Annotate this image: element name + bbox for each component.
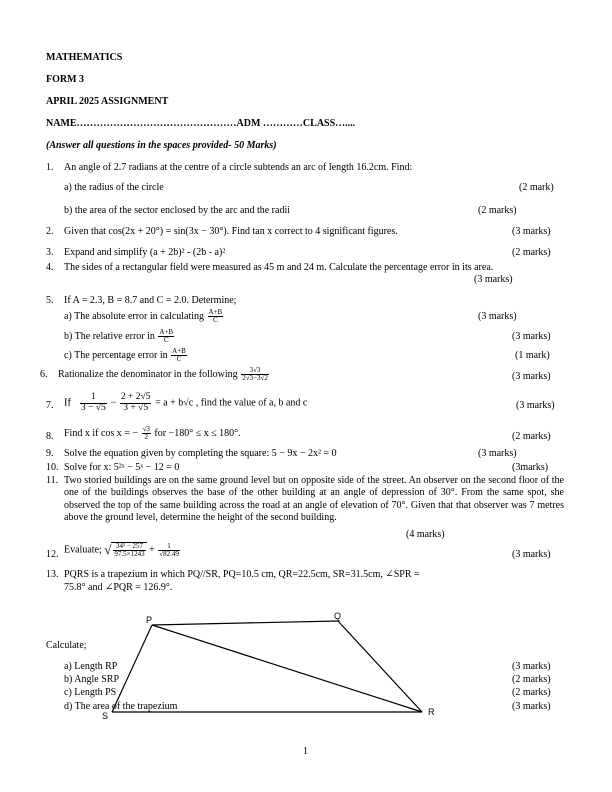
- frac-numerator: 34² − 257: [113, 543, 145, 551]
- q11-text: Two storied buildings are on the same ground level but on opposite side of the street. An observer on the second floor of the one of the buildings observes the base of the other building at an angle of depression of 30°. From the same spot, she observed the top of the same building across the road at an angle of elevation of 70°. Given that that observer was 7 metres above the ground level, determine the height of the second building.: [64, 475, 564, 524]
- q10-marks: (3marks): [512, 462, 549, 473]
- vertex-p-label: P: [146, 615, 153, 625]
- q13-calculate: Calculate;: [46, 640, 87, 651]
- q1-part-a: a) the radius of the circle: [64, 182, 164, 193]
- q8-number: 8.: [46, 431, 54, 442]
- frac-numerator: 3√3: [241, 367, 269, 375]
- q5-part-b-marks: (3 marks): [512, 331, 551, 342]
- q8-text: Find x if cos x = −: [64, 427, 139, 439]
- q5-part-c-text: c) The percentage error in: [64, 349, 168, 361]
- vertex-s-label: S: [102, 711, 109, 721]
- q12-marks: (3 marks): [512, 549, 551, 560]
- q1-part-a-marks: (2 mark): [519, 182, 554, 193]
- q2-marks: (3 marks): [512, 226, 551, 237]
- frac-denominator: C: [176, 355, 182, 363]
- q2-text: Given that cos(2x + 20°) = sin(3x − 30°). Find tan x correct to 4 significant figures.: [64, 226, 398, 237]
- frac-denominator: 97.5×1243: [114, 550, 145, 558]
- q4-number: 4.: [46, 262, 54, 273]
- side-pq: [152, 621, 338, 625]
- page-number: 1: [303, 746, 308, 757]
- q13-part-d-marks: (3 marks): [512, 701, 551, 712]
- q2-number: 2.: [46, 226, 54, 237]
- q5-part-b-text: b) The relative error in: [64, 330, 155, 342]
- q5-part-c-marks: (1 mark): [515, 350, 550, 361]
- frac-numerator: 1: [158, 543, 180, 551]
- frac-denominator: 3 + √5: [123, 402, 149, 413]
- assignment-title: APRIL 2025 ASSIGNMENT: [46, 96, 169, 107]
- form-title: FORM 3: [46, 74, 85, 85]
- q7-minus: −: [110, 397, 117, 409]
- q8-marks: (2 marks): [512, 431, 551, 442]
- frac-denominator: 3 − √5: [80, 402, 106, 413]
- q9-text: Solve the equation given by completing the square: 5 − 9x − 2x² = 0: [64, 448, 337, 459]
- q13-number: 13.: [46, 569, 59, 580]
- frac-numerator: 2 + 2√5: [120, 392, 151, 402]
- subject-title: MATHEMATICS: [46, 52, 123, 63]
- frac-numerator: A+B: [172, 347, 186, 355]
- q13-part-d: d) The area of the trapezium: [64, 701, 178, 712]
- q12-number: 12.: [46, 549, 59, 560]
- q12-plus: +: [149, 544, 155, 556]
- q5-part-a-text: a) The absolute error in calculating: [64, 310, 205, 322]
- q3-marks: (2 marks): [512, 247, 551, 258]
- q4-text: The sides of a rectangular field were measured as 45 m and 24 m. Calculate the percentage error in its area.: [64, 262, 494, 273]
- frac-denominator: C: [213, 316, 218, 324]
- q10-text: Solve for x: 5²ˣ − 5ˣ − 12 = 0: [64, 462, 180, 473]
- q7-number: 7.: [46, 400, 54, 411]
- q13-part-b: b) Angle SRP: [64, 674, 120, 685]
- frac-numerator: A+B: [159, 328, 174, 336]
- q3-text: Expand and simplify (a + 2b)² - (2b - a)²: [64, 247, 226, 258]
- frac-denominator: 2: [144, 433, 148, 441]
- frac-denominator: 2√3−3√2: [242, 374, 268, 382]
- q5-text: If A = 2.3, B = 8.7 and C = 2.0. Determine;: [64, 295, 237, 306]
- frac-denominator: C: [163, 336, 169, 344]
- frac-denominator: √82.49: [159, 549, 179, 558]
- q1-text: An angle of 2.7 radians at the centre of a circle subtends an arc of length 16.2cm. Find:: [64, 162, 413, 173]
- vertex-r-label: R: [428, 707, 435, 717]
- q11-marks: (4 marks): [406, 529, 445, 540]
- q5-part-a-marks: (3 marks): [478, 311, 517, 322]
- q9-marks: (3 marks): [478, 448, 517, 459]
- q13-part-c-marks: (2 marks): [512, 687, 551, 698]
- q7-marks: (3 marks): [516, 400, 555, 411]
- q10-number: 10.: [46, 462, 59, 473]
- q1-part-b: b) the area of the sector enclosed by the arc and the radii: [64, 205, 291, 216]
- vertex-q-label: Q: [334, 611, 342, 621]
- q7-if: If: [64, 397, 71, 409]
- q1-part-b-marks: (2 marks): [478, 205, 517, 216]
- q6-number: 6.: [40, 369, 48, 380]
- q5-number: 5.: [46, 295, 54, 306]
- name-adm-class-line: NAME…………………………………………ADM …………CLASS…....: [46, 118, 356, 129]
- q9-number: 9.: [46, 448, 54, 459]
- q12-sqrt-sign: √: [104, 541, 112, 557]
- frac-numerator: √3: [142, 425, 150, 433]
- q8-rest: for −180° ≤ x ≤ 180°.: [154, 427, 241, 439]
- side-ps: [112, 625, 152, 712]
- q13-line1: PQRS is a trapezium in which PQ//SR, PQ=10.5 cm, QR=22.5cm, SR=31.5cm, ∠SPR =: [64, 569, 420, 580]
- frac-numerator: 1: [80, 393, 107, 404]
- q13-part-a-marks: (3 marks): [512, 661, 551, 672]
- q4-marks: (3 marks): [474, 274, 513, 285]
- q7-rest: = a + b√c , find the value of a, b and c: [155, 397, 308, 409]
- q6-marks: (3 marks): [512, 371, 551, 382]
- q3-number: 3.: [46, 247, 54, 258]
- q1-number: 1.: [46, 162, 54, 173]
- q13-part-a: a) Length RP: [64, 661, 118, 672]
- frac-numerator: A+B: [208, 308, 223, 316]
- q13-line2: 75.8° and ∠PQR = 126.9°.: [64, 582, 173, 593]
- q6-text: Rationalize the denominator in the following: [58, 368, 238, 380]
- instruction: (Answer all questions in the spaces provided- 50 Marks): [46, 140, 277, 151]
- q13-part-c: c) Length PS: [64, 687, 117, 698]
- q13-part-b-marks: (2 marks): [512, 674, 551, 685]
- q11-number: 11.: [46, 475, 59, 486]
- q12-text: Evaluate;: [64, 544, 102, 556]
